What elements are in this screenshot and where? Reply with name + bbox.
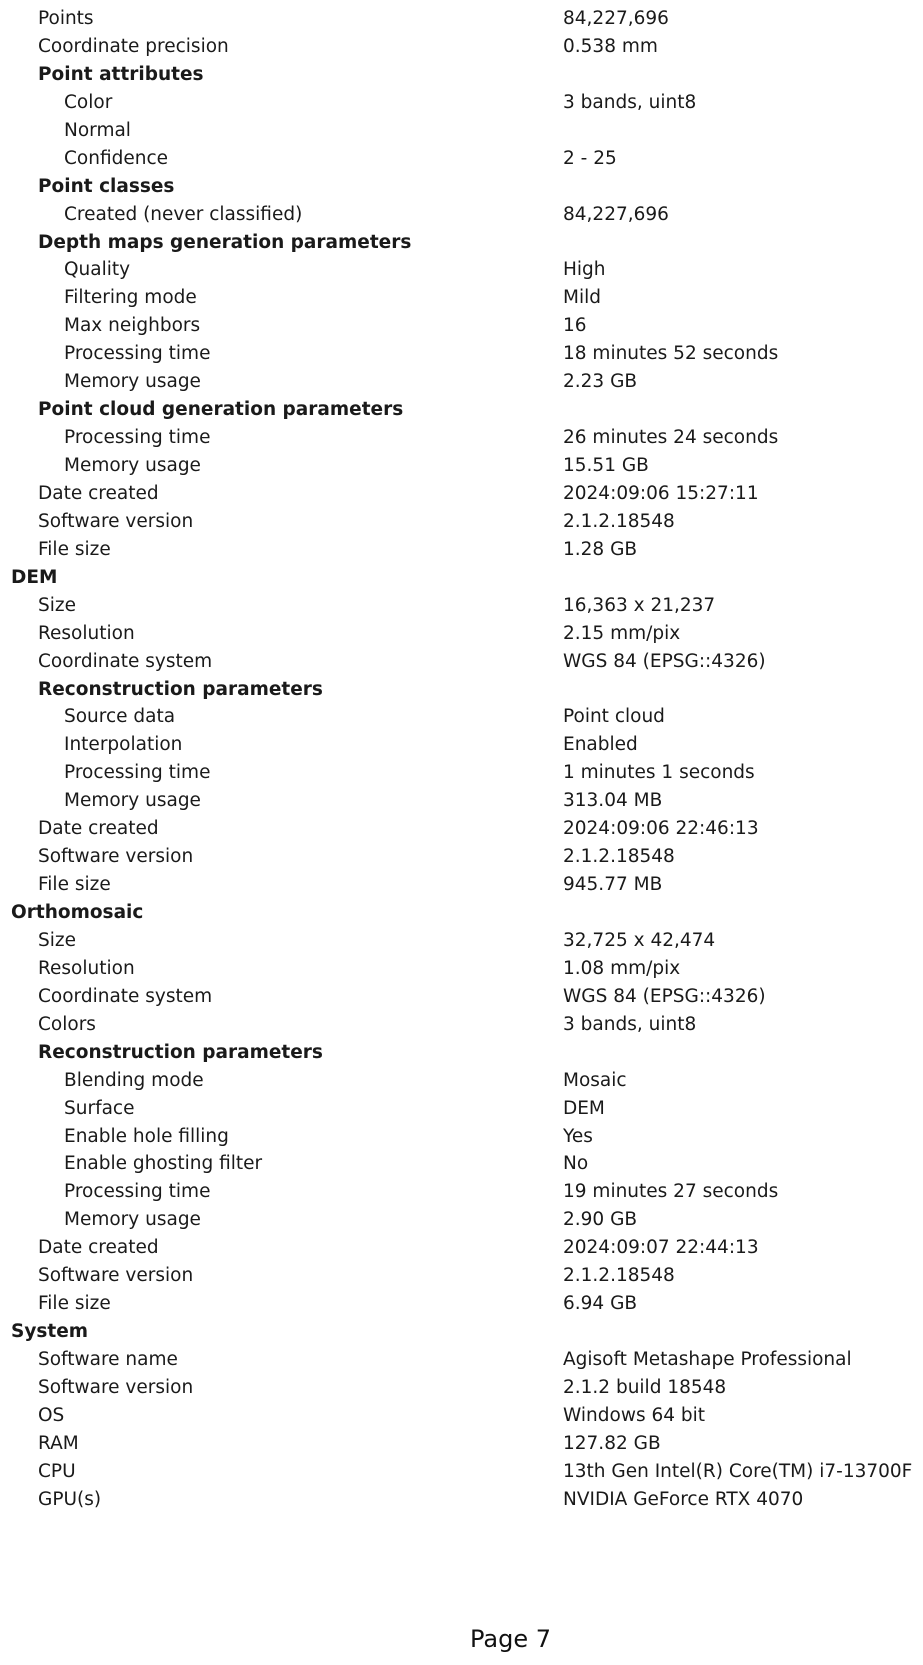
property-row — [0, 955, 923, 983]
property-value: 1 minutes 1 seconds — [563, 762, 755, 784]
property-value: 84,227,696 — [563, 8, 669, 29]
property-value: Windows 64 bit — [563, 1404, 706, 1426]
property-label: GPU(s) — [38, 1488, 102, 1510]
property-label: Date created — [38, 482, 159, 504]
property-label: Size — [38, 594, 76, 616]
property-row — [0, 508, 923, 536]
property-value: 32,725 x 42,474 — [563, 929, 716, 951]
property-row — [0, 368, 923, 396]
section-heading-row — [0, 173, 923, 201]
section-heading: Point cloud generation parameters — [38, 399, 404, 421]
property-row — [0, 1011, 923, 1039]
property-value: Yes — [563, 1125, 593, 1147]
property-row — [0, 312, 923, 340]
property-label: Memory usage — [64, 790, 201, 812]
property-label: Color — [64, 91, 113, 113]
property-label: Processing time — [64, 427, 211, 449]
property-value: WGS 84 (EPSG::4326) — [563, 985, 766, 1007]
property-value: 16 — [563, 315, 587, 337]
property-label: Processing time — [64, 1181, 211, 1203]
report-table — [0, 5, 923, 1514]
property-row — [0, 117, 923, 145]
property-row — [0, 424, 923, 452]
property-value: 16,363 x 21,237 — [563, 594, 716, 616]
property-value: High — [563, 259, 606, 281]
section-heading-row — [0, 1318, 923, 1346]
property-value: 2.23 GB — [563, 371, 638, 393]
property-label: Processing time — [64, 762, 211, 784]
property-value: 19 minutes 27 seconds — [563, 1181, 779, 1203]
property-value: 2.90 GB — [563, 1209, 638, 1231]
section-heading-row — [0, 229, 923, 257]
property-label: Resolution — [38, 957, 135, 979]
property-row — [0, 89, 923, 117]
property-row — [0, 843, 923, 871]
property-value: Mild — [563, 287, 601, 309]
property-label: CPU — [38, 1460, 76, 1482]
property-value: 2.1.2.18548 — [563, 1265, 675, 1287]
property-row — [0, 787, 923, 815]
property-label: Software version — [38, 1265, 194, 1287]
property-value: 3 bands, uint8 — [563, 91, 697, 113]
property-row — [0, 648, 923, 676]
property-label: Colors — [38, 1013, 96, 1035]
property-value: DEM — [563, 1097, 605, 1119]
property-row — [0, 1486, 923, 1514]
property-label: Points — [38, 8, 94, 29]
property-value: 1.28 GB — [563, 538, 638, 560]
property-label: Created (never classified) — [64, 203, 303, 225]
property-value: 2024:09:06 22:46:13 — [563, 818, 759, 840]
section-heading-row — [0, 396, 923, 424]
property-label: Coordinate precision — [38, 35, 229, 57]
property-row — [0, 620, 923, 648]
property-value: Point cloud — [563, 706, 665, 728]
section-heading: DEM — [11, 566, 58, 588]
property-row — [0, 452, 923, 480]
property-row — [0, 1234, 923, 1262]
property-value: 2.1.2 build 18548 — [563, 1376, 727, 1398]
property-row — [0, 256, 923, 284]
property-label: Resolution — [38, 622, 135, 644]
property-label: Filtering mode — [64, 287, 197, 309]
property-row — [0, 5, 923, 33]
property-row — [0, 480, 923, 508]
property-value: 0.538 mm — [563, 35, 658, 57]
property-value: No — [563, 1153, 589, 1175]
property-label: Date created — [38, 818, 159, 840]
section-heading: Reconstruction parameters — [38, 1041, 323, 1063]
property-label: Software name — [38, 1349, 178, 1370]
property-label: File size — [38, 1293, 111, 1315]
section-heading-row — [0, 676, 923, 704]
property-label: Software version — [38, 846, 194, 868]
section-heading: Point attributes — [38, 63, 204, 85]
property-label: Surface — [64, 1097, 135, 1119]
section-heading: System — [11, 1321, 89, 1343]
property-row — [0, 1067, 923, 1095]
property-label: File size — [38, 538, 111, 560]
property-value: 26 minutes 24 seconds — [563, 427, 779, 449]
property-row — [0, 927, 923, 955]
property-row — [0, 1178, 923, 1206]
property-label: Coordinate system — [38, 650, 213, 672]
property-row — [0, 1430, 923, 1458]
property-row — [0, 1374, 923, 1402]
property-row — [0, 340, 923, 368]
property-value: 2024:09:07 22:44:13 — [563, 1237, 759, 1259]
property-value: 2 - 25 — [563, 147, 617, 169]
property-label: File size — [38, 874, 111, 896]
property-row — [0, 1262, 923, 1290]
property-row — [0, 815, 923, 843]
property-label: Source data — [64, 706, 176, 728]
property-row — [0, 1402, 923, 1430]
property-row — [0, 33, 923, 61]
property-label: Enable hole filling — [64, 1125, 229, 1147]
property-value: 2.1.2.18548 — [563, 510, 675, 532]
property-value: 15.51 GB — [563, 455, 649, 476]
property-row — [0, 145, 923, 173]
section-heading: Reconstruction parameters — [38, 678, 323, 700]
property-label: Max neighbors — [64, 315, 201, 337]
property-label: Coordinate system — [38, 985, 213, 1007]
property-label: Interpolation — [64, 734, 183, 756]
property-value: Mosaic — [563, 1069, 627, 1091]
property-label: Software version — [38, 1376, 194, 1398]
property-row — [0, 536, 923, 564]
section-heading-row — [0, 61, 923, 89]
property-row — [0, 1150, 923, 1178]
property-value: 6.94 GB — [563, 1293, 638, 1315]
property-value: 945.77 MB — [563, 874, 663, 896]
section-heading-row — [0, 1039, 923, 1067]
page-number: Page 7 — [470, 1625, 551, 1653]
property-row — [0, 1123, 923, 1151]
property-value: 13th Gen Intel(R) Core(TM) i7-13700F — [563, 1460, 913, 1482]
property-value: 1.08 mm/pix — [563, 957, 681, 979]
property-label: Processing time — [64, 343, 211, 365]
property-row — [0, 1290, 923, 1318]
property-value: WGS 84 (EPSG::4326) — [563, 650, 766, 672]
section-heading: Orthomosaic — [11, 902, 144, 923]
property-value: 18 minutes 52 seconds — [563, 343, 779, 365]
property-label: Confidence — [64, 147, 169, 169]
property-value: 127.82 GB — [563, 1432, 661, 1454]
property-label: OS — [38, 1404, 65, 1426]
property-row — [0, 1458, 923, 1486]
property-label: Memory usage — [64, 455, 201, 476]
property-value: 84,227,696 — [563, 203, 669, 225]
section-heading: Point classes — [38, 175, 175, 197]
property-label: Blending mode — [64, 1069, 204, 1091]
property-value: 2024:09:06 15:27:11 — [563, 482, 759, 504]
property-row — [0, 731, 923, 759]
property-label: RAM — [38, 1432, 79, 1454]
property-row — [0, 1346, 923, 1374]
section-heading: Depth maps generation parameters — [38, 231, 412, 253]
property-label: Memory usage — [64, 1209, 201, 1231]
property-value: 2.15 mm/pix — [563, 622, 681, 644]
property-row — [0, 983, 923, 1011]
property-row — [0, 703, 923, 731]
property-value: 313.04 MB — [563, 790, 663, 812]
property-label: Date created — [38, 1237, 159, 1259]
property-row — [0, 1206, 923, 1234]
property-label: Quality — [64, 259, 131, 281]
property-row — [0, 871, 923, 899]
section-heading-row — [0, 899, 923, 927]
property-row — [0, 592, 923, 620]
property-value: Agisoft Metashape Professional — [563, 1349, 852, 1370]
property-label: Enable ghosting filter — [64, 1153, 263, 1175]
property-label: Size — [38, 929, 76, 951]
property-value: 3 bands, uint8 — [563, 1013, 697, 1035]
property-label: Software version — [38, 510, 194, 532]
property-row — [0, 201, 923, 229]
property-row — [0, 1095, 923, 1123]
property-label: Memory usage — [64, 371, 201, 393]
property-value: Enabled — [563, 734, 638, 756]
section-heading-row — [0, 564, 923, 592]
property-value: NVIDIA GeForce RTX 4070 — [563, 1488, 804, 1510]
property-row — [0, 759, 923, 787]
property-label: Normal — [64, 119, 131, 141]
property-row — [0, 284, 923, 312]
property-value: 2.1.2.18548 — [563, 846, 675, 868]
